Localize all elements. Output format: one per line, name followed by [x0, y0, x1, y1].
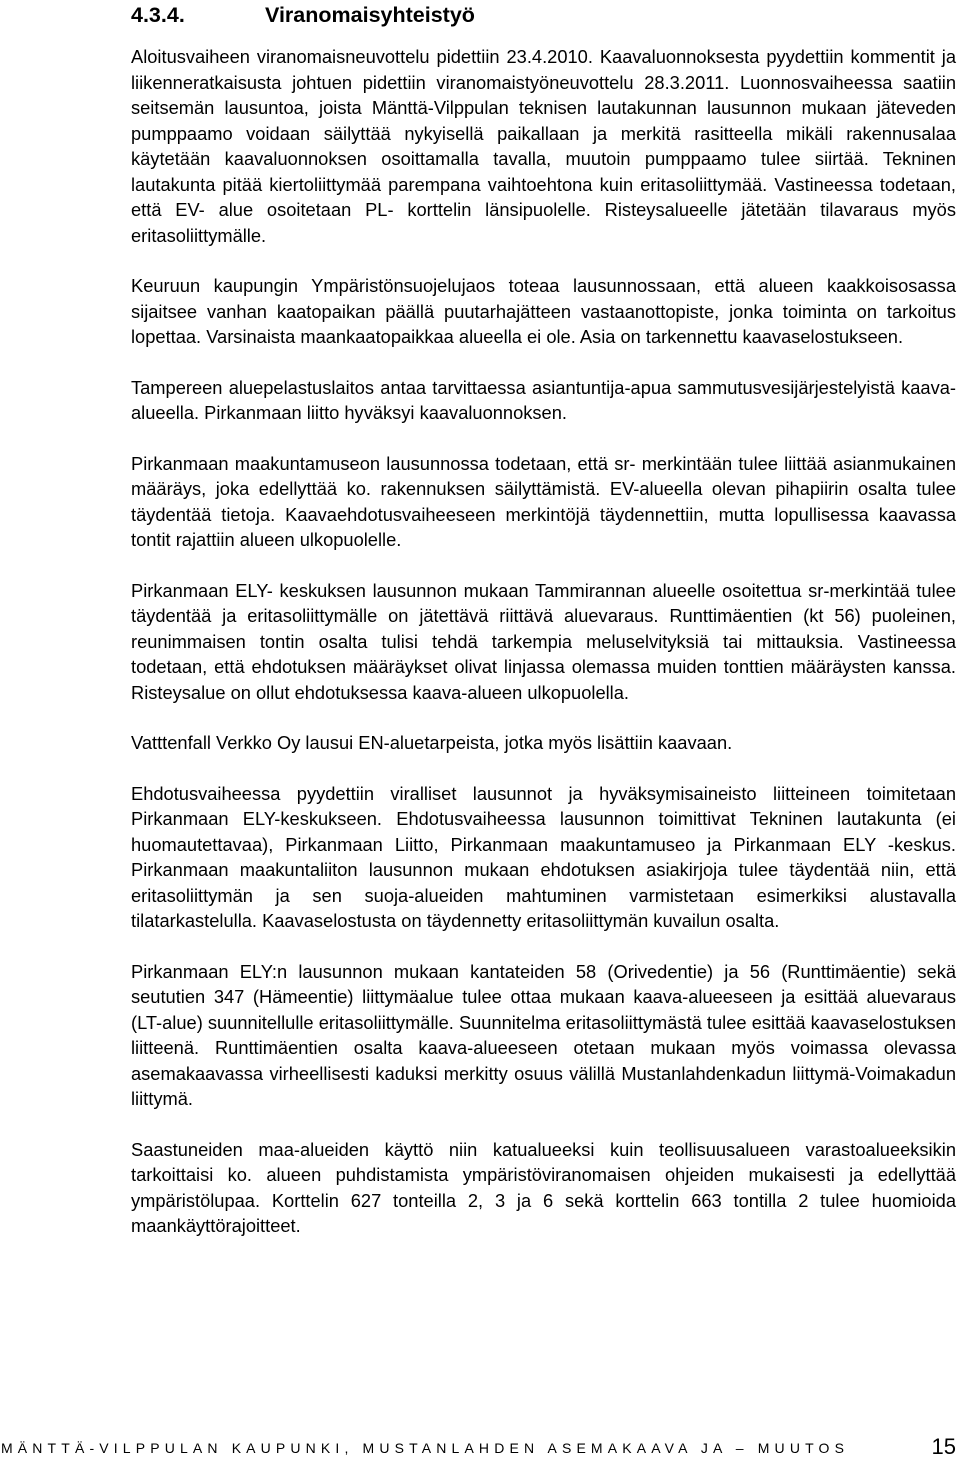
paragraph: Tampereen aluepelastuslaitos antaa tarvittaessa asiantuntija-apua sammutusvesijärjestelyistä kaava-alueella. Pirkanmaan liitto hyväksyi kaavaluonnoksen.: [131, 376, 956, 423]
section-number: 4.3.4.: [131, 3, 185, 27]
page-footer: [0, 1432, 956, 1460]
paragraph: Keuruun kaupungin Ympäristönsuojelujaos toteaa lausunnossaan, että alueen kaakkoisosassa sijaitsee vanhan kaatopaikan päällä puutarhajätteen vastaanottopiste, jonka toiminta on tarkoitus lopettaa. Varsinaista maankaatopaikkaa alueella ei ole. Asia on tarkennettu kaavaselostukseen.: [131, 275, 956, 347]
body-text: [131, 44, 956, 1239]
paragraph: Pirkanmaan ELY- keskuksen lausunnon mukaan Tammirannan alueelle osoitettua sr-merkintää tulee täydentää ja eritasoliittymälle on jätettävä riittävä aluevaraus. Runttimäentien (kt 56) puoleinen, reunimmaisen tontin osalta tulisi tehdä tarkempia meluselvityksiä tai mittauksia. Vastineessa todetaan, että ehdotuksen määräykset olivat linjassa olemassa muiden tonttien määräysten kanssa. Risteysalue on ollut ehdotuksessa kaava-alueen ulkopuolella.: [131, 579, 956, 703]
paragraph: Ehdotusvaiheessa pyydettiin viralliset lausunnot ja hyväksymisaineisto liitteineen toimitetaan Pirkanmaan ELY-keskukseen. Ehdotusvaiheessa lausunnon toimittivat Tekninen lautakunta (ei huomautettavaa), Pirkanmaan Liitto, Pirkanmaan maakuntamuseo ja Pirkanmaan ELY -keskus. Pirkanmaan maakuntaliiton lausunnon mukaan ehdotuksen asiakirjoja tulee täydentää niin, että eritasoliittymän ja sen suoja-alueiden mahtuminen varmistetaan esimerkiksi alustavalla tilatarkastelulla. Kaavaselostusta on täydennetty eritasoliittymän kuvailun osalta.: [131, 782, 956, 931]
footer-text: MÄNTTÄ-VILPPULAN KAUPUNKI, MUSTANLAHDEN ASEMAKAAVA JA – MUUTOS: [1, 1440, 850, 1456]
paragraph: Pirkanmaan maakuntamuseon lausunnossa todetaan, että sr- merkintään tulee liittää asianmukainen määräys, joka edellyttää ko. rakennuksen säilyttämistä. EV-alueella olevan pihapiirin osalta tulee täydentää tietoja. Kaavaehdotusvaiheeseen merkintöjä täydennettiin, mutta lopullisessa kaavassa tontit rajattiin alueen ulkopuolelle.: [131, 452, 956, 550]
paragraph: Pirkanmaan ELY:n lausunnon mukaan kantateiden 58 (Orivedentie) ja 56 (Runttimäentie) sekä seututien 347 (Hämeentie) liittymäalue tulee ottaa mukaan kaava-alueeseen ja esittää aluevaraus (LT-alue) suunnitellulle eritasoliittymälle. Suunnitelma eritasoliittymästä tulee esittää kaavaselostuksen liitteenä. Runttimäentien osalta kaava-alueeseen otetaan mukaan myös voimassa olevassa asemakaavassa virheellisesti kaduksi merkitty osuus välillä Mustanlahdenkadun liittymä-Voimakadun liittymä.: [131, 960, 956, 1109]
paragraph: Aloitusvaiheen viranomaisneuvottelu pidettiin 23.4.2010. Kaavaluonnoksesta pyydettiin kommentit ja liikenneratkaisusta johtuen pidettiin viranomaistyöneuvottelu 28.3.2011. Luonnosvaiheessa saatiin seitsemän lausuntoa, joista Mänttä-Vilppulan teknisen lautakunnan lausunnon mukaan jäteveden pumppaamo voidaan säilyttää nykyisellä paikallaan ja merkitä rasitteella mikäli rakennusalaa käytetään kaavaluonnoksen osoittamalla tavalla, muutoin pumppaamo tulee siirtää. Tekninen lautakunta pitää kiertoliittymää parempana vaihtoehtona kuin eritasoliittymää. Vastineessa todetaan, että EV- alue osoitetaan PL- korttelin länsipuolelle. Risteysalueelle jätetään tilavaraus myös eritasoliittymälle.: [131, 46, 956, 246]
section-heading: [131, 2, 475, 28]
page-number: 15: [931, 1434, 956, 1459]
section-title: Viranomaisyhteistyö: [265, 3, 475, 27]
paragraph: Saastuneiden maa-alueiden käyttö niin katualueeksi kuin teollisuusalueen varastoalueeksikin tarkoittaisi ko. alueen puhdistamista ympäristöviranomaisen ohjeiden mukaisesti ja edellyttää ympäristölupaa. Korttelin 627 tonteilla 2, 3 ja 6 sekä korttelin 663 tontilla 2 tulee huomioida maankäyttörajoitteet.: [131, 1138, 956, 1236]
paragraph: Vatttenfall Verkko Oy lausui EN-aluetarpeista, jotka myös lisättiin kaavaan.: [131, 732, 733, 753]
